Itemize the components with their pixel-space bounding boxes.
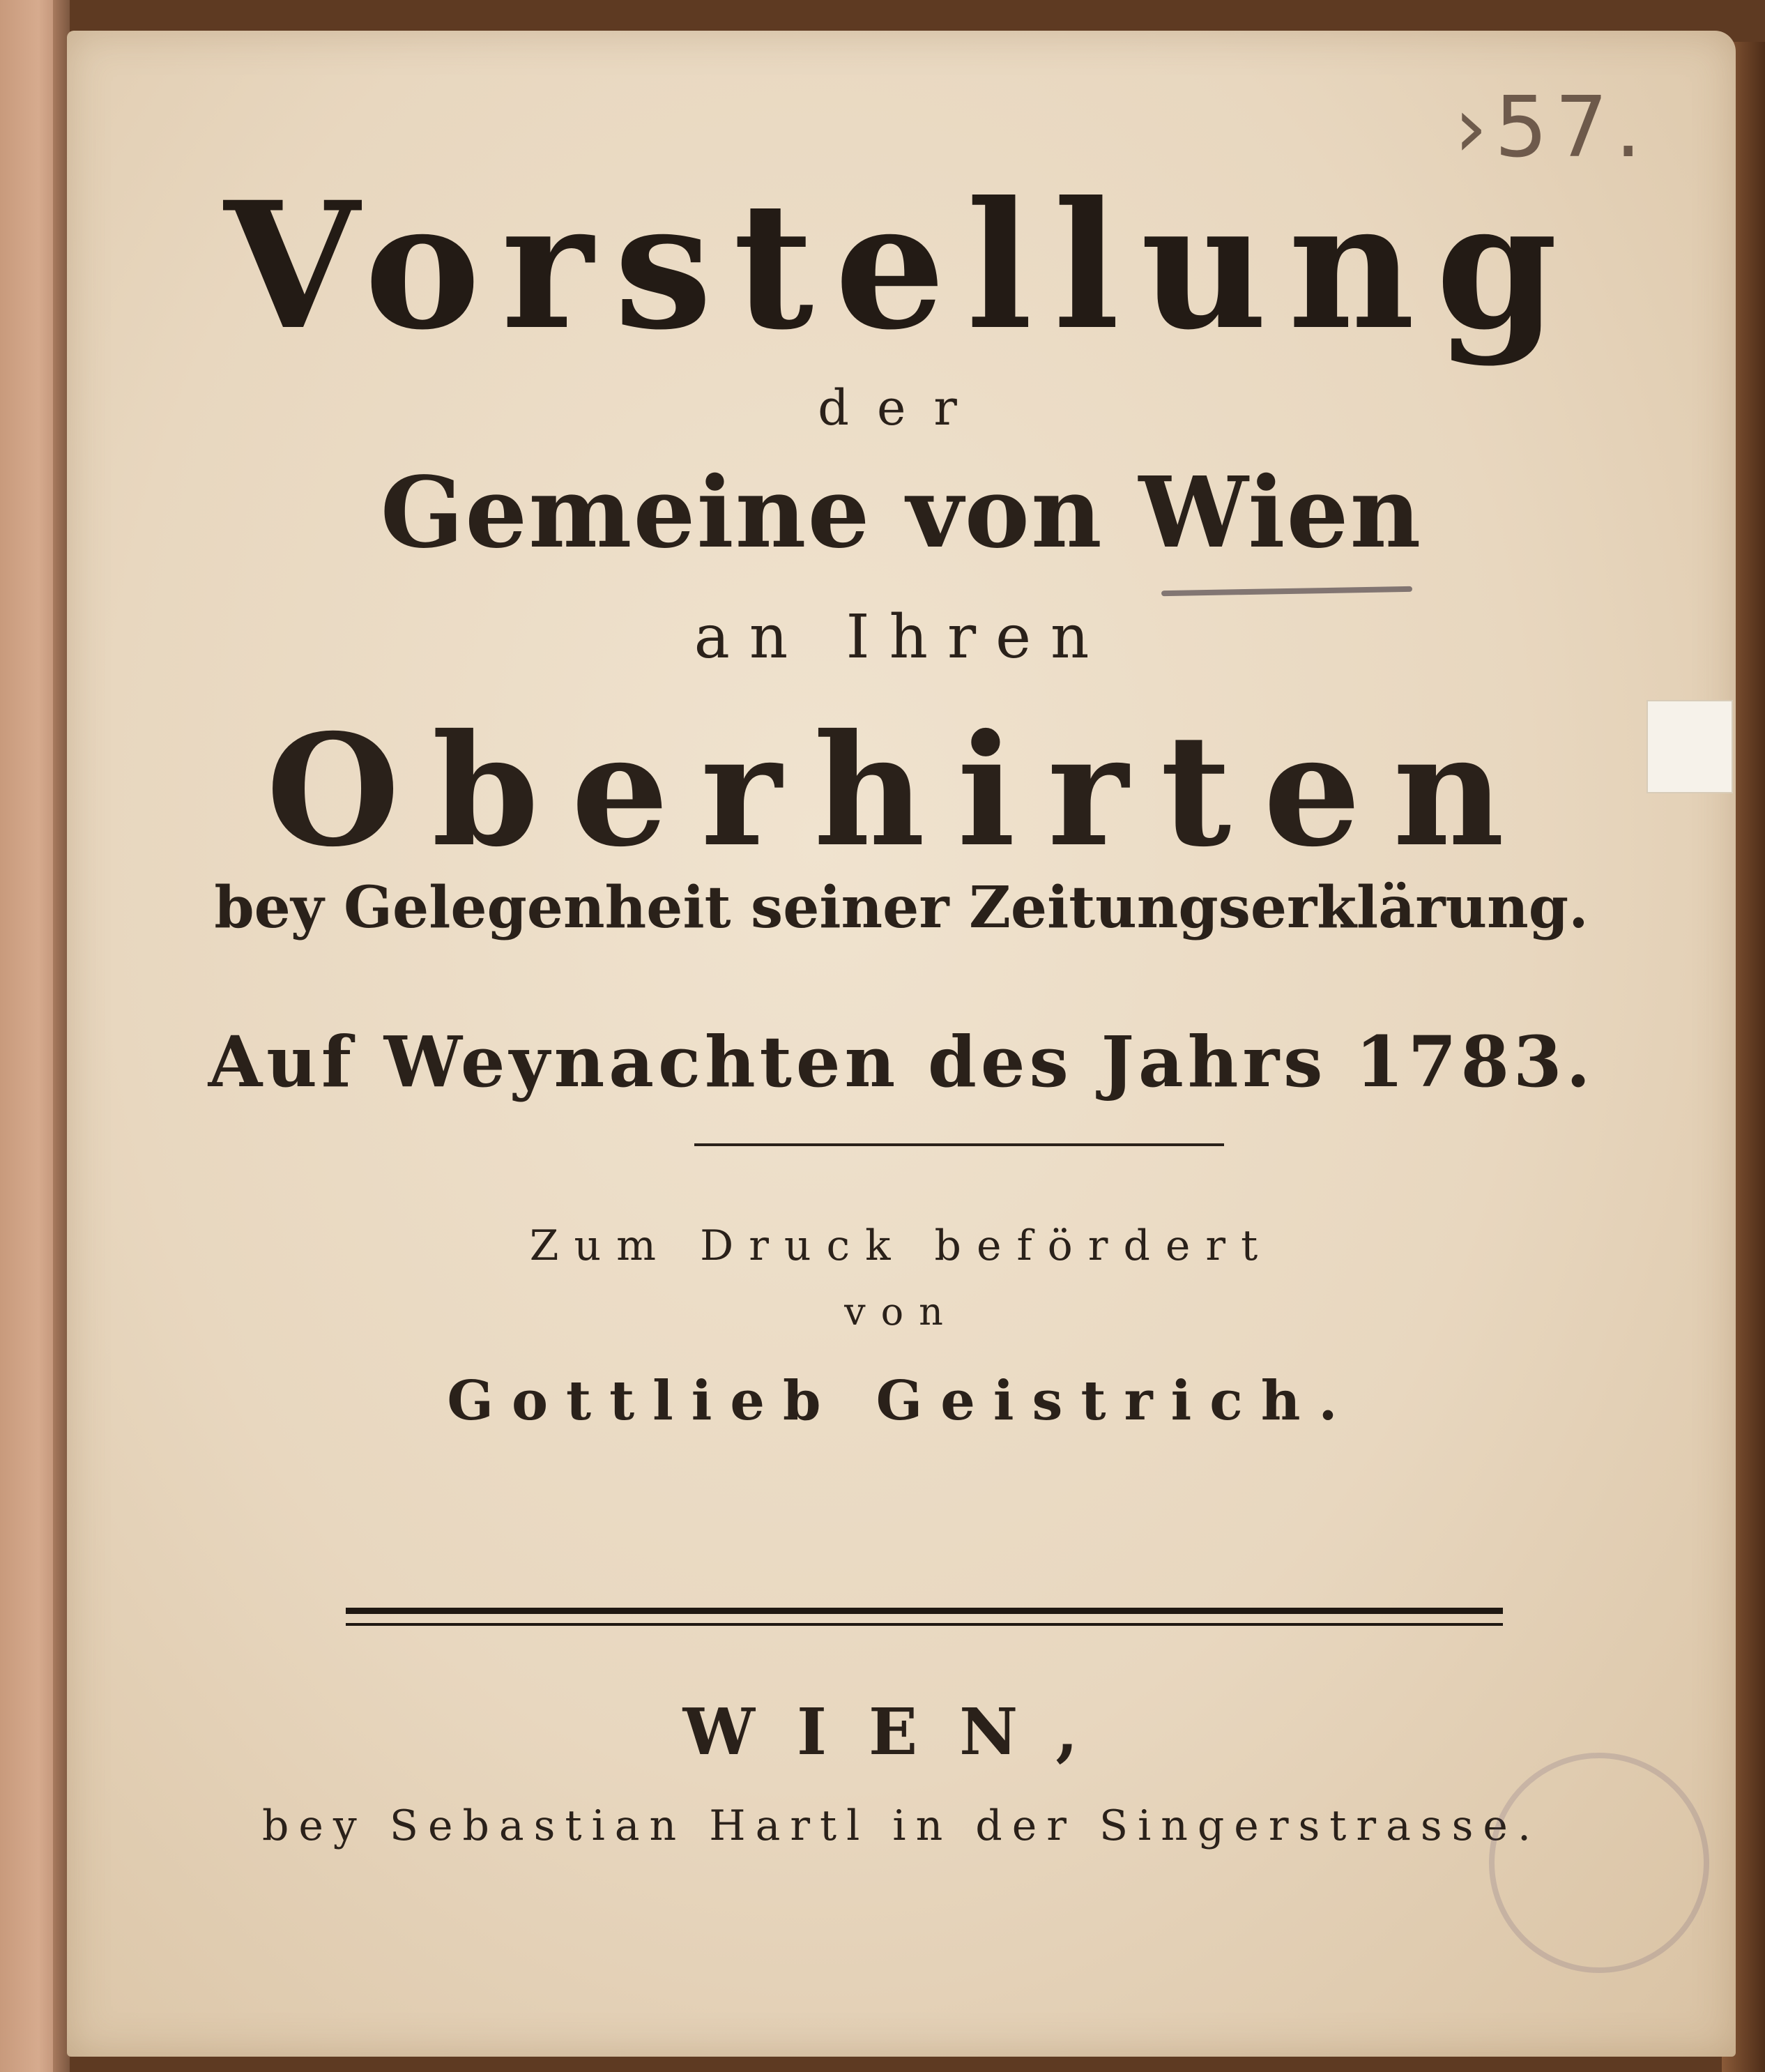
line-auf: Auf Weynachten des Jahrs 1783. [208,1021,1595,1103]
line-gemeine: Gemeine von Wien [380,456,1423,570]
ink-underline [1161,586,1412,596]
line-oberhirten: Oberhirten [266,700,1537,881]
title-page [67,31,1736,2057]
line-an: an Ihren [694,602,1109,672]
page-title: Vorstellung [224,163,1579,368]
double-rule-thick [346,1608,1503,1614]
short-rule [694,1143,1224,1146]
line-von: von [844,1290,958,1334]
line-zum: Zum Druck befördert [529,1221,1274,1270]
library-stamp [1489,1753,1709,1973]
shelfmark: ›57. [1454,79,1649,176]
author-name: Gottlieb Geistrich. [447,1369,1356,1433]
line-bey: bey Gelegenheit seiner Zeitungserklärung. [214,874,1589,941]
paper-tab [1646,700,1733,793]
line-der: der [818,379,985,436]
double-rule-thin [346,1623,1503,1626]
printer-line: bey Sebastian Hartl in der Singerstrasse. [261,1801,1541,1850]
place-of-publication: WIEN, [682,1694,1120,1769]
